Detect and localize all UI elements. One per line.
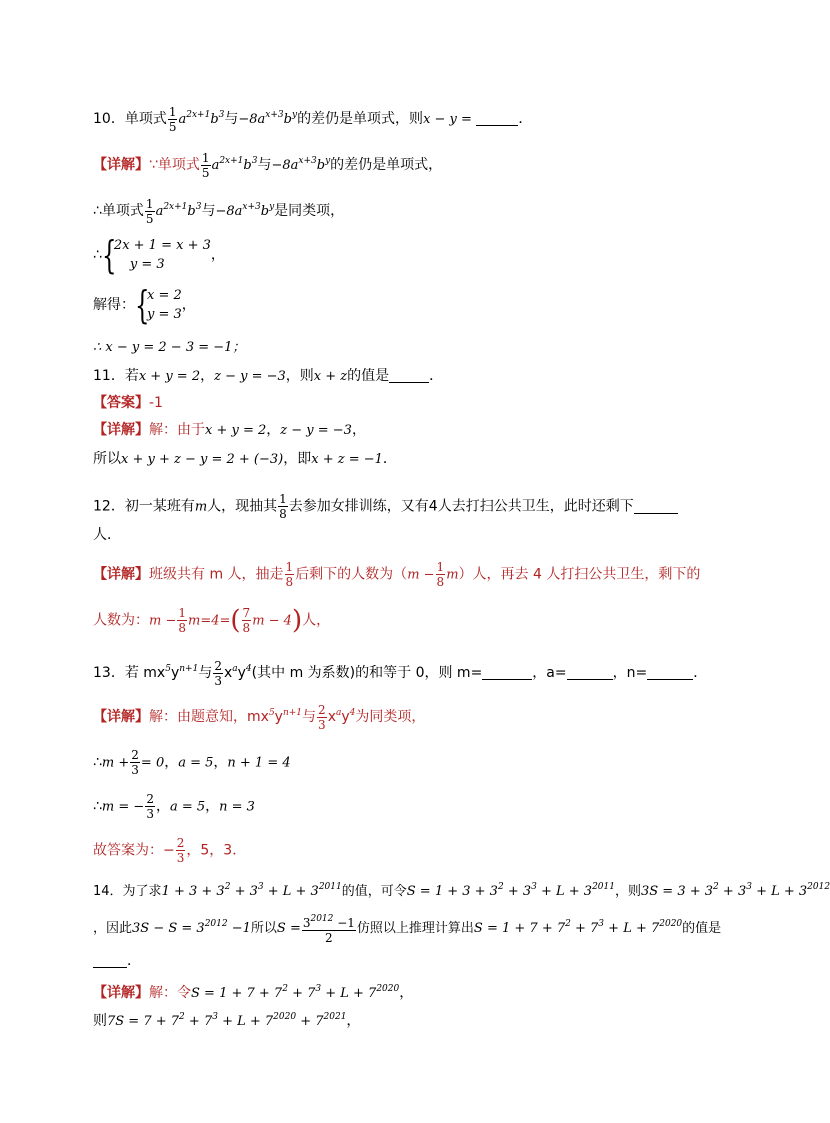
q14-line: 14．为了求$1 + 3 + 3^2 + 3^3 + L + 3^{2011}$的值，可令$S = 1 + 3 + 3^2 + 3^3 + L + 3^{2011}$，则$3S = 3 + 3^2 + 3^3 + L + 3^{2012}$ (93, 882, 830, 899)
q12-line-2: 人． (93, 527, 121, 543)
q12-detail-line-2: 人数为：m − $\frac{1}{8}$ m=4=( $\frac{7}{8}$ m − 4)人， (93, 605, 331, 636)
q10-number: 10． (93, 111, 125, 127)
q13-final-answer: 故答案为：− $\frac{2}{3}$ ，5，3． (93, 836, 247, 865)
q10-detail-line-2: ∴单项式 $\frac{1}{5}$ $a^{2x+1}b^3$与$-8a^{x+3}b^y$是同类项， (93, 196, 345, 226)
q12-line: 12．初一某班有m人，现抽其 $\frac{1}{8}$ 去参加女排训练，又有4人去打扫公共卫生，此时还剩下 (93, 492, 714, 521)
q14-number: 14． (93, 884, 123, 899)
detail-tag: 【详解】 (93, 157, 149, 173)
q14-line-3: ． (93, 950, 714, 972)
q13-line: 13．若 $mx^5y^{n+1}$与 $\frac{2}{3}$ $x^ay^4$(其中 m 为系数)的和等于 0，则 m= ，a= ，n= ． (93, 658, 708, 688)
q10-system-2: 解得： { x = 2 y = 3 ， (93, 283, 196, 327)
fraction: $\frac{1}{5}$ (168, 104, 177, 134)
equation-system: { x = 2 y = 3 (135, 283, 182, 327)
q11-number: 11． (93, 368, 125, 384)
answer-blank-n[interactable] (647, 665, 693, 680)
equation-system: { 2x + 1 = x + 3 y = 3 (101, 233, 211, 277)
q12-detail: 【详解】班级共有 m 人，抽走 $\frac{1}{8}$ 后剩下的人数为（m − $\frac{1}{8}$ m）人，再去 4 人打扫公共卫生，剩下的 (93, 560, 701, 589)
q10-system-1: ∴ { 2x + 1 = x + 3 y = 3 ， (93, 233, 225, 277)
q13-detail: 【详解】解：由题意知，$mx^5y^{n+1}$与 $\frac{2}{3}$ $x^ay^4$为同类项， (93, 702, 426, 732)
q13-number: 13． (93, 665, 125, 681)
q13-detail-line-3: ∴m = − $\frac{2}{3}$ ，a = 5，n = 3 (93, 792, 255, 821)
answer-blank[interactable] (389, 368, 429, 383)
q14-detail-line-2: 则$7S = 7 + 7^2 + 7^3 + L + 7^{2020} + 7^{2021}$， (93, 1012, 361, 1029)
answer-blank[interactable] (93, 953, 127, 968)
q11-detail: 【详解】解：由于x + y = 2，z − y = −3， (93, 422, 366, 438)
q12-number: 12． (93, 498, 125, 515)
q14-detail: 【详解】解：令$S = 1 + 7 + 7^2 + 7^3 + L + 7^{2020}$， (93, 984, 414, 1001)
answer-blank[interactable] (634, 499, 678, 514)
answer-blank[interactable] (476, 111, 518, 126)
answer-blank-a[interactable] (567, 665, 613, 680)
q11-detail-line-2: 所以x + y + z − y = 2 + (−3)，即x + z = −1． (93, 451, 397, 467)
q13-detail-line-2: ∴m + $\frac{2}{3}$ = 0，a = 5，n + 1 = 4 (93, 748, 291, 777)
q10-line: 10．单项式 $\frac{1}{5}$ $a^{2x+1}b^3$与$-8a^{x+3}b^y$的差仍是单项式，则x − y = ． (93, 104, 533, 134)
q10-result: ∴ x − y = 2 − 3 = −1； (93, 340, 246, 355)
q11-answer: 【答案】-1 (93, 395, 163, 411)
q14-line-2: ，因此$3S - S = 3^{2012} -1$所以S = $\frac{3^{2012} -1}{2}$ 仿照以上推理计算出$S = 1 + 7 + 7^2 + 7^3 + L + 7^{2020}$的值是 (93, 914, 722, 945)
q11-line: 11．若x + y = 2，z − y = −3，则x + z的值是 ． (93, 368, 444, 384)
answer-blank-m[interactable] (482, 665, 532, 680)
q10-detail-line: 【详解】∵单项式 $\frac{1}{5}$ $a^{2x+1}b^3$与$-8a^{x+3}b^y$的差仍是单项式， (93, 150, 443, 180)
